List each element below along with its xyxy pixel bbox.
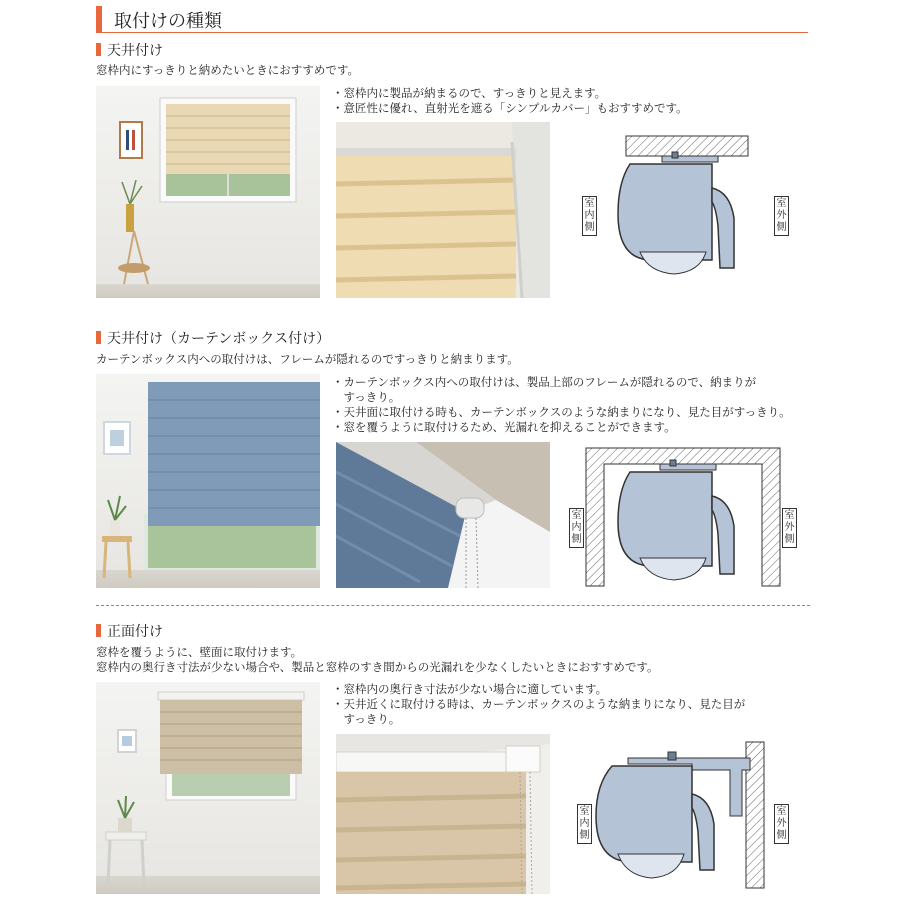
bullet-item: ・カーテンボックス内への取付けは、製品上部のフレームが隠れるので、納まりが [332, 375, 757, 389]
section-bullets [332, 375, 791, 435]
section-heading-text: 正面付け [107, 624, 163, 640]
indoor-side-label: 室内側 [569, 508, 584, 548]
detail-photo-curtain-box-mount [336, 442, 550, 588]
description-line: 窓枠を覆うように、壁面に取付けます。 [96, 645, 303, 659]
bullet-item: ・窓枠内に製品が納まるので、すっきりと見えます。 [332, 86, 607, 100]
section-divider [96, 605, 810, 606]
room-photo-front-mount [96, 682, 320, 894]
room-photo-ceiling-mount [96, 86, 320, 298]
section-heading-ceiling [96, 40, 163, 60]
page-title-bar [96, 6, 808, 33]
section-heading-text: 天井付け [107, 43, 163, 59]
section-heading-curtain-box [96, 328, 330, 348]
section-description: 窓枠内にすっきりと納めたいときにおすすめです。 [96, 63, 360, 77]
section-bullets [332, 86, 688, 116]
detail-photo-front-mount [336, 734, 550, 894]
bullet-item: すっきり。 [332, 712, 401, 726]
bullet-item: ・天井面に取付ける時も、カーテンボックスのような納まりになり、見た目がすっきり。 [332, 405, 791, 419]
heading-mark [96, 43, 101, 56]
bullet-item: ・窓を覆うように取付けるため、光漏れを抑えることができます。 [332, 420, 676, 434]
section-heading-text: 天井付け（カーテンボックス付け） [107, 331, 331, 347]
outdoor-side-label: 室外側 [774, 804, 789, 844]
section-heading-front-mount [96, 621, 163, 641]
page-title: 取付けの種類 [114, 11, 222, 32]
bullet-item: ・意匠性に優れ、直射光を遮る「シンプルカバー」もおすすめです。 [332, 101, 688, 115]
outdoor-side-label: 室外側 [782, 508, 797, 548]
section-bullets [332, 682, 745, 727]
heading-mark [96, 624, 101, 637]
front-mount-diagram [572, 736, 812, 894]
title-accent-mark [96, 6, 102, 32]
bullet-item: ・天井近くに取付ける時は、カーテンボックスのような納まりになり、見た目が [332, 697, 746, 711]
indoor-side-label: 室内側 [582, 196, 597, 236]
room-photo-curtain-box-mount [96, 374, 320, 588]
description-line: 窓枠内の奥行き寸法が少ない場合や、製品と窓枠のすき間からの光漏れを少なくしたいときにおすすめです。 [96, 660, 659, 674]
curtain-box-mount-diagram [566, 440, 812, 588]
ceiling-mount-diagram [578, 122, 810, 298]
section-description: カーテンボックス内への取付けは、フレームが隠れるのですっきりと納まります。 [96, 352, 519, 366]
indoor-side-label: 室内側 [577, 804, 592, 844]
heading-mark [96, 331, 101, 344]
bullet-item: すっきり。 [332, 390, 401, 404]
bullet-item: ・窓枠内の奥行き寸法が少ない場合に適しています。 [332, 682, 608, 696]
outdoor-side-label: 室外側 [774, 196, 789, 236]
detail-photo-ceiling-mount [336, 122, 550, 298]
section-description [96, 645, 658, 675]
